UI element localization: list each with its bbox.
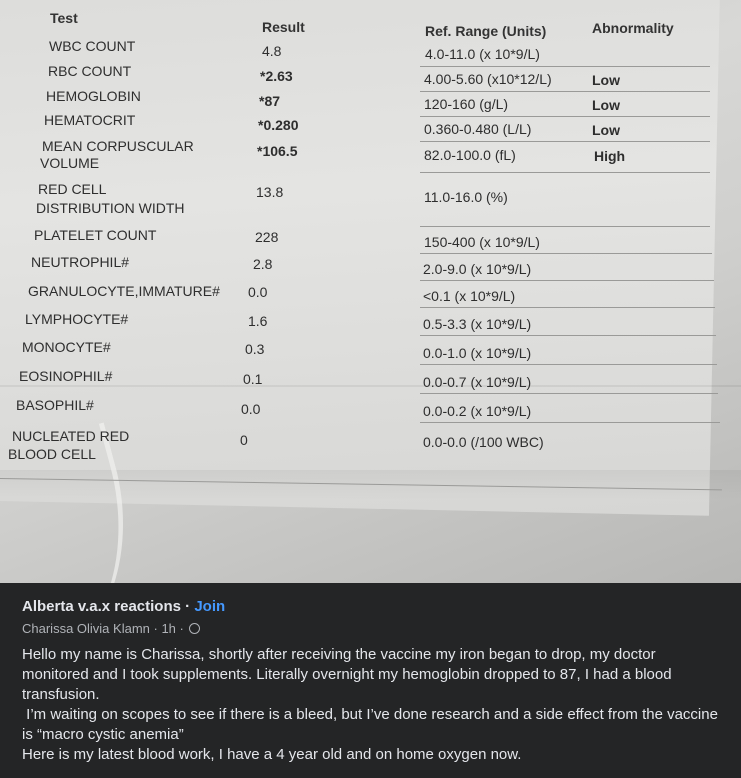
test-range: 2.0-9.0 (x 10*9/L) <box>423 261 532 277</box>
test-result: *2.63 <box>260 68 293 84</box>
test-range: 82.0-100.0 (fL) <box>424 147 516 163</box>
test-result: *106.5 <box>257 143 298 159</box>
group-name-link[interactable]: Alberta v.a.x reactions <box>22 598 181 615</box>
test-name: LYMPHOCYTE# <box>25 311 129 327</box>
row-divider <box>420 280 714 281</box>
test-range: 0.0-0.0 (/100 WBC) <box>423 434 544 450</box>
test-result: *0.280 <box>258 117 299 133</box>
row-divider <box>420 335 716 336</box>
globe-icon <box>189 623 200 634</box>
test-name: RED CELL <box>38 181 107 197</box>
test-name: MONOCYTE# <box>22 339 111 355</box>
post-header <box>22 598 225 615</box>
meta-separator: · <box>149 621 162 636</box>
author-link[interactable]: Charissa Olivia Klamn <box>22 621 150 636</box>
header-test: Test <box>50 10 78 26</box>
post-time[interactable]: 1h <box>161 621 176 636</box>
test-name: WBC COUNT <box>49 38 136 54</box>
test-name: BASOPHIL# <box>16 397 94 413</box>
row-divider <box>420 116 710 117</box>
test-range: 0.5-3.3 (x 10*9/L) <box>423 316 532 332</box>
post-text <box>22 645 722 765</box>
test-name: EOSINOPHIL# <box>19 368 113 384</box>
test-name: HEMOGLOBIN <box>46 88 141 104</box>
test-result: *87 <box>259 93 281 109</box>
post-card <box>0 583 741 778</box>
test-abnormality: Low <box>592 122 620 138</box>
test-result: 4.8 <box>262 43 282 59</box>
test-result: 0 <box>240 432 248 448</box>
test-result: 1.6 <box>248 313 268 329</box>
test-abnormality: High <box>594 148 626 164</box>
test-range: 0.0-0.2 (x 10*9/L) <box>423 403 532 419</box>
post-paragraph: Hello my name is Charissa, shortly after receiving the vaccine my iron began to drop, my doctor monitored and I took supplements. Literally overnight my hemoglobin dropped to 87, I had a blood transfusion. <box>22 646 672 703</box>
test-result: 228 <box>255 229 279 245</box>
join-button[interactable]: Join <box>194 598 226 615</box>
header-abnormality: Abnormality <box>592 20 674 36</box>
test-range: 4.0-11.0 (x 10*9/L) <box>425 46 540 62</box>
post-paragraph: I’m waiting on scopes to see if there is a bleed, but I’ve done research and a side effect from the vaccine is “macro cystic anemia” <box>22 706 723 743</box>
header-range: Ref. Range (Units) <box>425 23 547 39</box>
row-divider <box>420 307 715 308</box>
test-name: NEUTROPHIL# <box>31 254 130 270</box>
row-divider <box>420 141 710 142</box>
header-result: Result <box>262 19 305 35</box>
row-divider <box>420 172 710 173</box>
row-divider <box>420 226 710 227</box>
test-name: HEMATOCRIT <box>44 112 136 128</box>
row-divider <box>420 364 717 365</box>
test-range: 4.00-5.60 (x10*12/L) <box>424 71 552 87</box>
test-range: 0.0-0.7 (x 10*9/L) <box>423 374 532 390</box>
test-result: 0.1 <box>243 371 263 387</box>
test-result: 0.0 <box>248 284 268 300</box>
row-divider <box>420 422 720 423</box>
test-range: 0.0-1.0 (x 10*9/L) <box>423 345 532 361</box>
meta-separator: · <box>175 621 188 636</box>
row-divider <box>420 66 710 67</box>
test-range: 120-160 (g/L) <box>424 96 509 112</box>
test-result: 13.8 <box>256 184 284 200</box>
test-result: 0.0 <box>241 401 261 417</box>
post-meta <box>22 621 200 636</box>
test-name: MEAN CORPUSCULAR <box>42 138 194 154</box>
test-name: RBC COUNT <box>48 63 132 79</box>
test-range: <0.1 (x 10*9/L) <box>423 288 516 304</box>
test-range: 150-400 (x 10*9/L) <box>424 234 540 250</box>
test-range: 0.360-0.480 (L/L) <box>424 121 532 137</box>
test-name: GRANULOCYTE,IMMATURE# <box>28 283 220 299</box>
test-name-line2: BLOOD CELL <box>8 446 96 462</box>
row-divider <box>420 253 712 254</box>
test-name: PLATELET COUNT <box>34 227 157 243</box>
test-result: 0.3 <box>245 341 265 357</box>
test-abnormality: Low <box>592 72 620 88</box>
post-paragraph: Here is my latest blood work, I have a 4 year old and on home oxygen now. <box>22 746 522 763</box>
row-divider <box>420 393 718 394</box>
test-abnormality: Low <box>592 97 620 113</box>
test-range: 11.0-16.0 (%) <box>424 189 508 205</box>
header-separator: · <box>180 598 195 615</box>
row-divider <box>420 91 710 92</box>
test-result: 2.8 <box>253 256 273 272</box>
test-name-line2: DISTRIBUTION WIDTH <box>36 200 185 216</box>
test-name: NUCLEATED RED <box>12 428 130 444</box>
paper-fold <box>0 385 741 387</box>
test-name-line2: VOLUME <box>40 155 100 171</box>
